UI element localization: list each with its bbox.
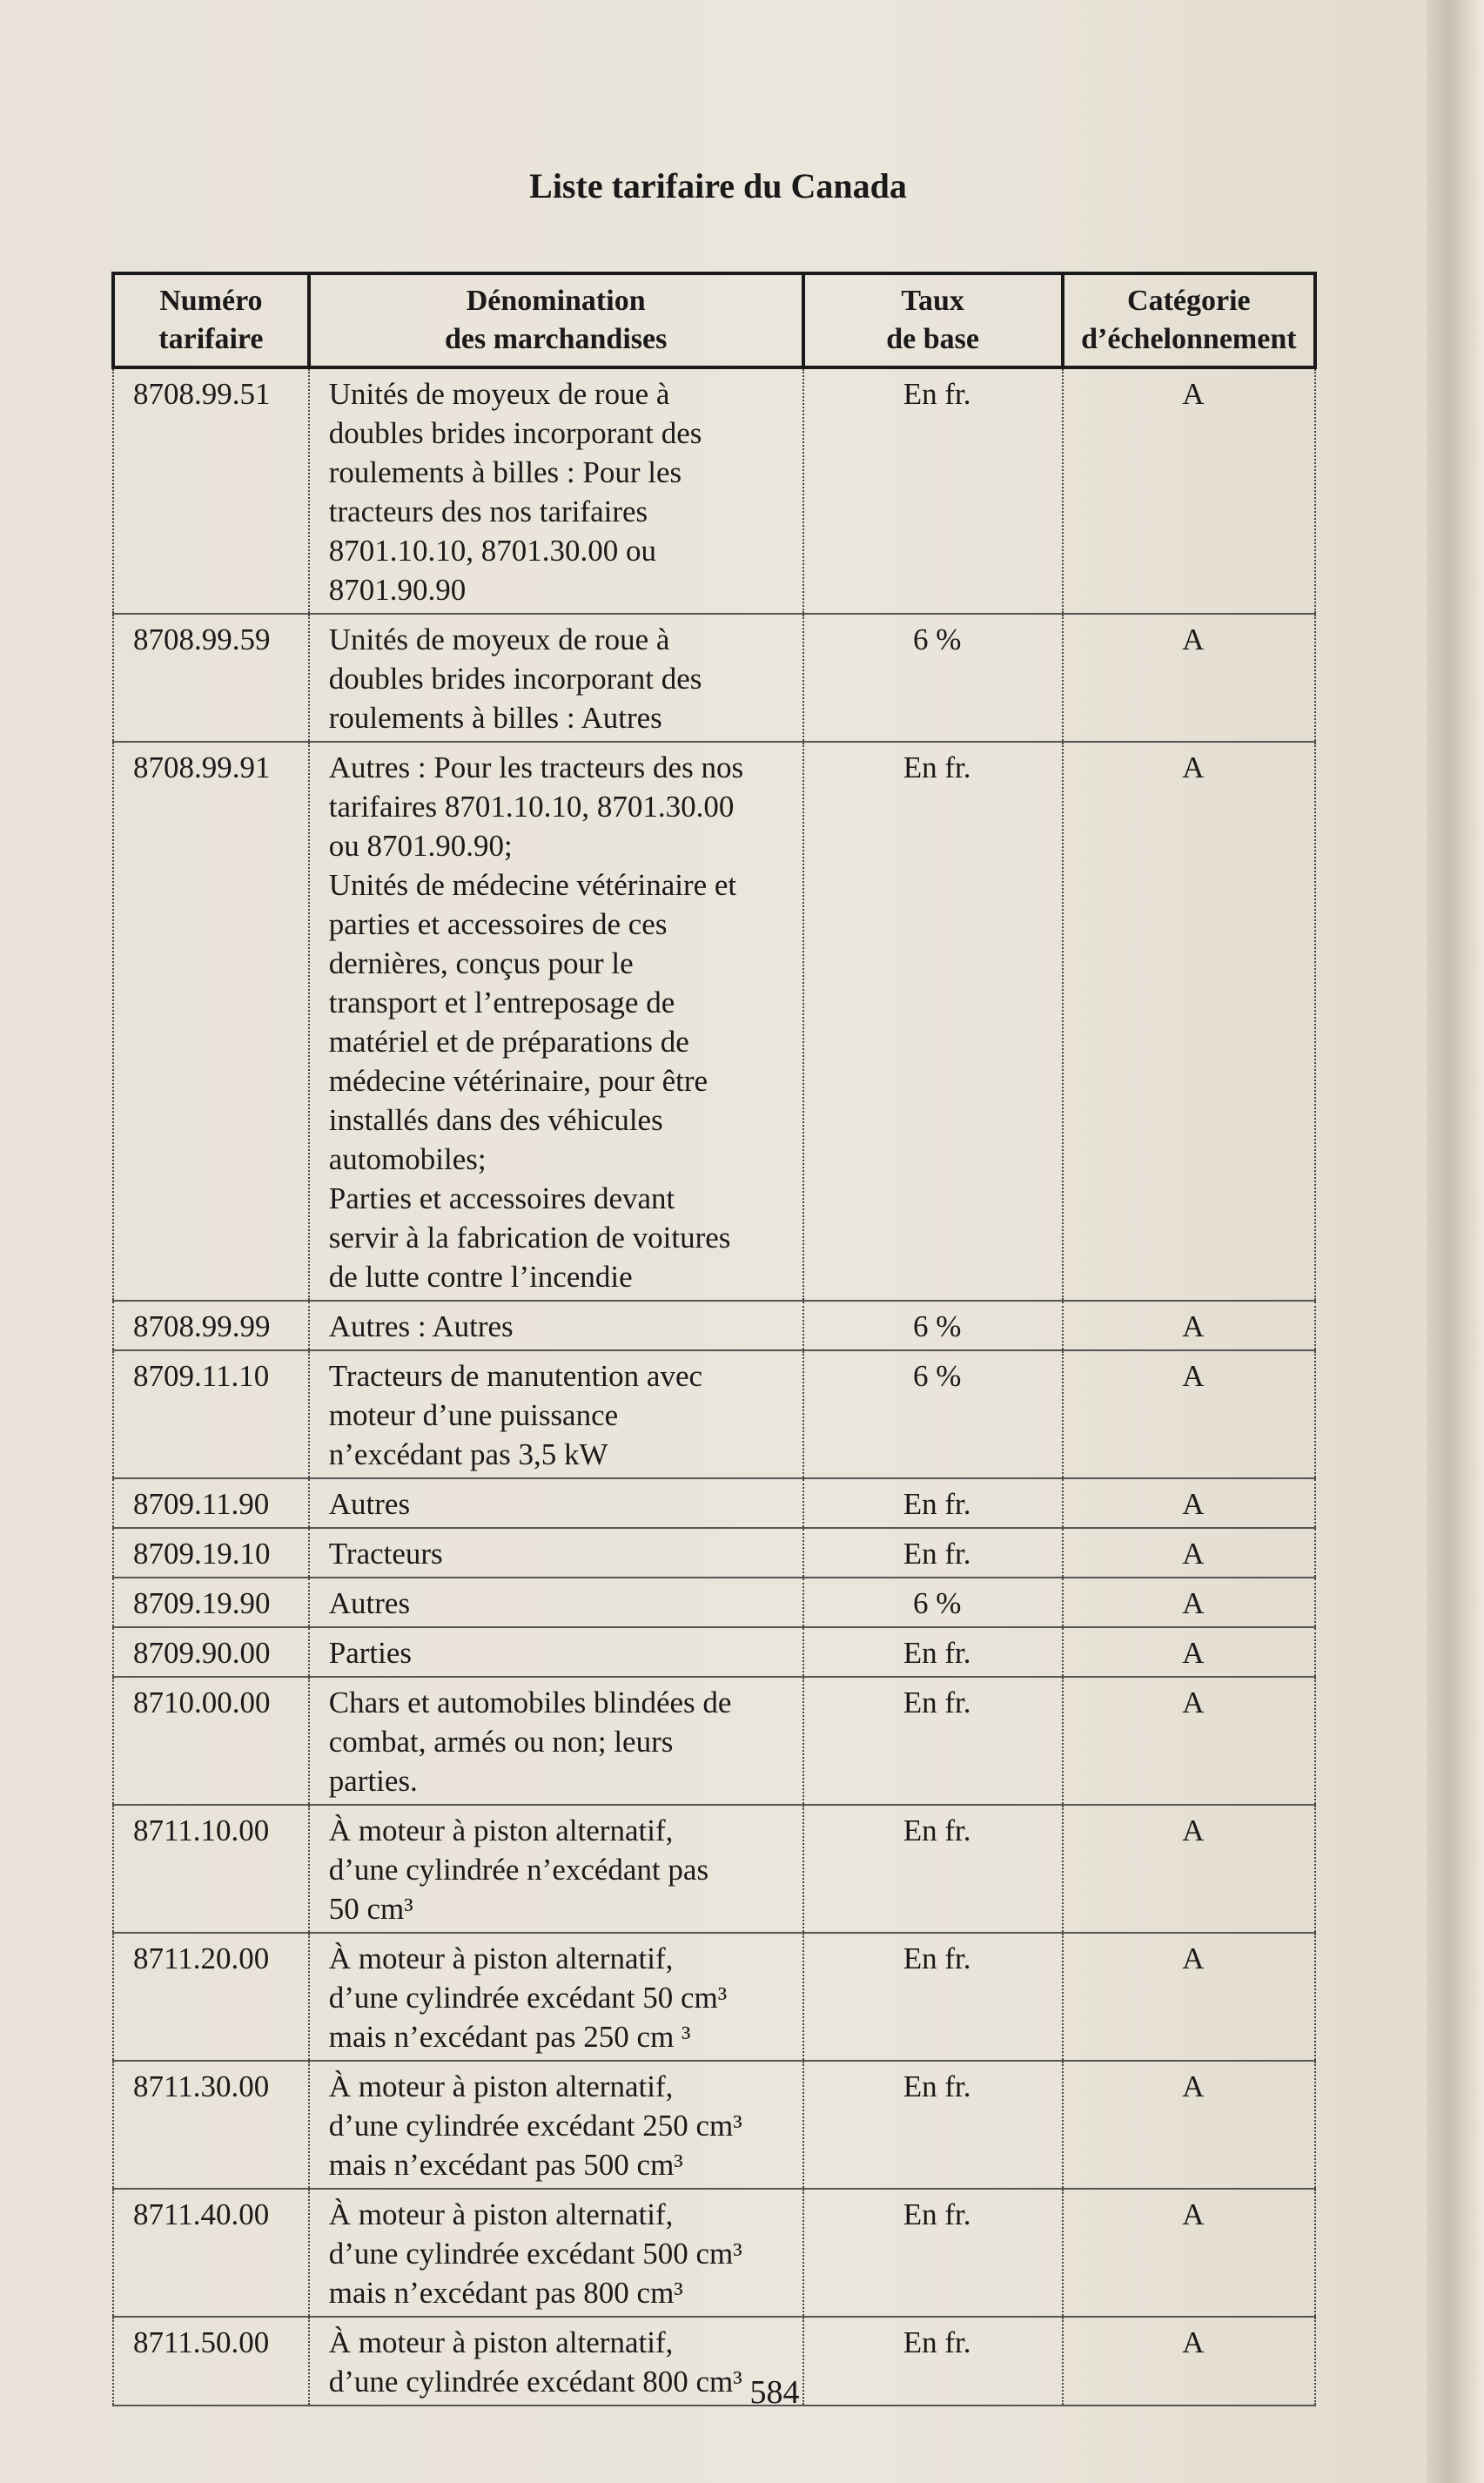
description-cell: [309, 367, 803, 614]
description-line: servir à la fabrication de voitures: [328, 1221, 731, 1255]
table-row: [113, 1350, 1315, 1478]
base-rate-cell: En fr.: [803, 1627, 1063, 1677]
description-line: Autres : Autres: [328, 1309, 514, 1343]
table-row: [113, 1301, 1315, 1350]
table-row: [113, 1933, 1315, 2061]
staging-category-cell: A: [1063, 2317, 1315, 2406]
description-cell: [309, 1627, 803, 1677]
description-cell: [309, 1933, 803, 2061]
description-line: dernières, conçus pour le: [328, 946, 634, 980]
description-line: Unités de médecine vétérinaire et: [328, 868, 737, 902]
description-line: n’excédant pas 3,5 kW: [328, 1437, 608, 1471]
table-header-row: [113, 273, 1315, 367]
description-line: installés dans des véhicules: [328, 1103, 663, 1137]
tariff-number-cell: 8710.00.00: [113, 1677, 309, 1805]
description-cell: [309, 2189, 803, 2317]
description-cell: [309, 1350, 803, 1478]
description-line: À moteur à piston alternatif,: [328, 2325, 674, 2359]
description-line: Parties et accessoires devant: [328, 1181, 675, 1215]
base-rate-cell: En fr.: [803, 367, 1063, 614]
base-rate-cell: En fr.: [803, 1677, 1063, 1805]
description-line: tarifaires 8701.10.10, 8701.30.00: [328, 790, 735, 824]
description-line: matériel et de préparations de: [328, 1025, 689, 1059]
description-line: mais n’excédant pas 500 cm³: [328, 2148, 683, 2182]
description-cell: [309, 1528, 803, 1578]
tariff-number-cell: 8708.99.51: [113, 367, 309, 614]
staging-category-cell: A: [1063, 1627, 1315, 1677]
tariff-number-cell: 8709.90.00: [113, 1627, 309, 1677]
staging-category-cell: A: [1063, 1677, 1315, 1805]
description-line: 8701.90.90: [328, 573, 467, 607]
description-line: À moteur à piston alternatif,: [328, 2069, 674, 2103]
base-rate-cell: 6 %: [803, 1350, 1063, 1478]
description-line: 8701.10.10, 8701.30.00 ou: [328, 534, 657, 568]
description-line: d’une cylindrée excédant 500 cm³: [328, 2237, 742, 2271]
description-line: Parties: [328, 1636, 413, 1670]
description-line: automobiles;: [328, 1142, 487, 1176]
tariff-number-cell: 8711.50.00: [113, 2317, 309, 2406]
description-line: Autres : Pour les tracteurs des nos: [328, 750, 744, 784]
tariff-number-cell: 8711.30.00: [113, 2061, 309, 2189]
description-line: tracteurs des nos tarifaires: [328, 495, 648, 528]
table-row: [113, 2189, 1315, 2317]
description-line: combat, armés ou non; leurs: [328, 1725, 674, 1759]
tariff-number-cell: 8708.99.91: [113, 742, 309, 1301]
description-line: Autres: [328, 1586, 411, 1620]
tariff-number-cell: 8711.20.00: [113, 1933, 309, 2061]
tariff-number-cell: 8708.99.59: [113, 614, 309, 742]
description-cell: [309, 1805, 803, 1933]
staging-category-cell: A: [1063, 1350, 1315, 1478]
description-cell: [309, 1301, 803, 1350]
base-rate-cell: En fr.: [803, 2189, 1063, 2317]
table-row: [113, 1627, 1315, 1677]
description-line: Autres: [328, 1487, 411, 1521]
tariff-number-cell: 8709.19.90: [113, 1578, 309, 1627]
description-line: Tracteurs: [328, 1537, 443, 1571]
base-rate-cell: En fr.: [803, 742, 1063, 1301]
table-row: [113, 1677, 1315, 1805]
table-row: [113, 1528, 1315, 1578]
description-line: À moteur à piston alternatif,: [328, 2197, 674, 2231]
staging-category-cell: A: [1063, 367, 1315, 614]
description-cell: [309, 614, 803, 742]
description-line: 50 cm³: [328, 1892, 413, 1926]
description-line: transport et l’entreposage de: [328, 986, 675, 1019]
description-line: d’une cylindrée excédant 250 cm³: [328, 2109, 742, 2143]
table-row: [113, 1805, 1315, 1933]
base-rate-cell: En fr.: [803, 1933, 1063, 2061]
base-rate-cell: 6 %: [803, 1301, 1063, 1350]
staging-category-cell: A: [1063, 1528, 1315, 1578]
staging-category-cell: A: [1063, 742, 1315, 1301]
base-rate-cell: En fr.: [803, 1528, 1063, 1578]
description-line: parties et accessoires de ces: [328, 907, 668, 941]
description-cell: [309, 1578, 803, 1627]
tariff-number-cell: 8708.99.99: [113, 1301, 309, 1350]
page-title: Liste tarifaire du Canada: [529, 166, 907, 205]
base-rate-cell: En fr.: [803, 2317, 1063, 2406]
description-line: À moteur à piston alternatif,: [328, 1941, 674, 1975]
description-line: mais n’excédant pas 250 cm ³: [328, 2020, 691, 2054]
description-line: d’une cylindrée excédant 50 cm³: [328, 1981, 728, 2015]
description-line: Unités de moyeux de roue à: [328, 622, 670, 656]
description-line: d’une cylindrée n’excédant pas: [328, 1853, 709, 1887]
page-number: 584: [749, 2374, 800, 2411]
staging-category-cell: A: [1063, 2061, 1315, 2189]
staging-category-cell: A: [1063, 2189, 1315, 2317]
staging-category-cell: A: [1063, 614, 1315, 742]
tariff-table: [111, 272, 1317, 2406]
base-rate-cell: En fr.: [803, 2061, 1063, 2189]
staging-category-cell: A: [1063, 1805, 1315, 1933]
staging-category-cell: A: [1063, 1301, 1315, 1350]
description-line: À moteur à piston alternatif,: [328, 1813, 674, 1847]
description-cell: [309, 1478, 803, 1528]
tariff-number-cell: 8711.40.00: [113, 2189, 309, 2317]
table-row: [113, 1578, 1315, 1627]
description-cell: [309, 1677, 803, 1805]
table-row: [113, 1478, 1315, 1528]
description-line: de lutte contre l’incendie: [328, 1260, 633, 1294]
book-spine: [1427, 0, 1484, 2483]
description-line: Unités de moyeux de roue à: [328, 377, 670, 411]
tariff-number-cell: 8711.10.00: [113, 1805, 309, 1933]
description-line: roulements à billes : Autres: [328, 701, 662, 735]
description-line: d’une cylindrée excédant 800 cm³: [328, 2365, 742, 2399]
description-line: moteur d’une puissance: [328, 1398, 619, 1432]
table-row: [113, 2061, 1315, 2189]
table-row: [113, 614, 1315, 742]
description-line: parties.: [328, 1764, 418, 1798]
header-staging-category: Catégorie d’échelonnement: [1063, 273, 1315, 367]
description-cell: [309, 2061, 803, 2189]
description-line: médecine vétérinaire, pour être: [328, 1064, 708, 1098]
base-rate-cell: En fr.: [803, 1478, 1063, 1528]
description-line: Tracteurs de manutention avec: [328, 1359, 703, 1393]
header-description: Dénomination des marchandises: [309, 273, 803, 367]
table-row: [113, 742, 1315, 1301]
table-row: [113, 367, 1315, 614]
base-rate-cell: 6 %: [803, 1578, 1063, 1627]
description-line: doubles brides incorporant des: [328, 662, 702, 696]
description-line: mais n’excédant pas 800 cm³: [328, 2276, 683, 2310]
header-tariff-number: Numéro tarifaire: [113, 273, 309, 367]
tariff-number-cell: 8709.11.90: [113, 1478, 309, 1528]
tariff-number-cell: 8709.11.10: [113, 1350, 309, 1478]
description-cell: [309, 742, 803, 1301]
header-base-rate: Taux de base: [803, 273, 1063, 367]
staging-category-cell: A: [1063, 1578, 1315, 1627]
description-line: ou 8701.90.90;: [328, 829, 513, 863]
base-rate-cell: 6 %: [803, 614, 1063, 742]
description-line: doubles brides incorporant des: [328, 416, 702, 450]
staging-category-cell: A: [1063, 1933, 1315, 2061]
description-line: Chars et automobiles blindées de: [328, 1686, 732, 1719]
description-line: roulements à billes : Pour les: [328, 455, 682, 489]
tariff-number-cell: 8709.19.10: [113, 1528, 309, 1578]
staging-category-cell: A: [1063, 1478, 1315, 1528]
base-rate-cell: En fr.: [803, 1805, 1063, 1933]
